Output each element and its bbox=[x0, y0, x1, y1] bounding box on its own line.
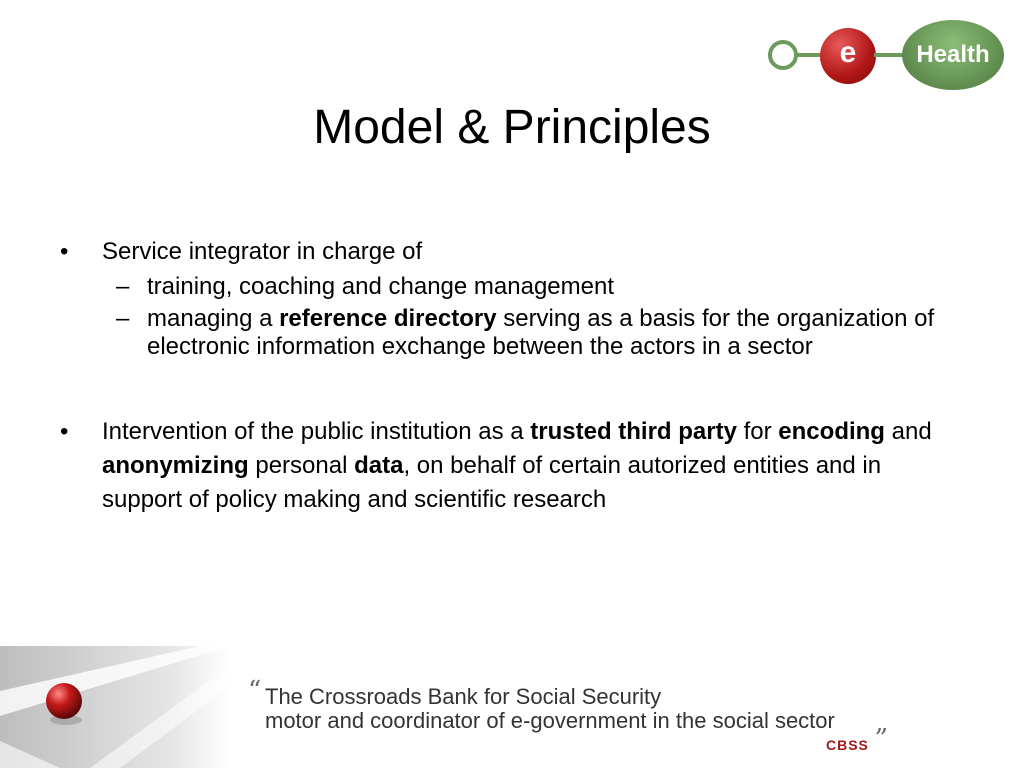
bullet-text: Service integrator in charge of bbox=[102, 238, 423, 265]
bullet-marker: • bbox=[60, 238, 69, 265]
cbss-brand: CBSS bbox=[826, 737, 869, 753]
bullet-bold-part: anonymizing bbox=[102, 452, 249, 479]
quote-close-mark: „ bbox=[875, 708, 889, 738]
sub-bullet-text-pre: managing a bbox=[147, 305, 280, 332]
slide-content bbox=[60, 235, 940, 517]
ehealth-logo bbox=[762, 18, 1010, 94]
bullet-bold-part: trusted third party bbox=[530, 418, 737, 445]
sub-bullet-item bbox=[60, 273, 940, 301]
sub-bullet-marker: – bbox=[116, 273, 130, 300]
bullet-text-part: , on behalf of certain autorized entities and in support of policy making and scientific research bbox=[102, 452, 882, 513]
bullet-text-part: and bbox=[884, 418, 932, 445]
slide-title: Model & Principles bbox=[313, 101, 711, 154]
bullet-item bbox=[60, 415, 940, 517]
sub-bullet-item bbox=[60, 305, 940, 361]
bullet-text-part: Intervention of the public institution as a bbox=[102, 418, 531, 445]
sub-bullet-text-post: serving as a basis for the organization of electronic information exchange between the actors in a sector bbox=[147, 305, 935, 360]
sub-bullet-text: training, coaching and change management bbox=[147, 273, 614, 300]
footer-quote-line1: The Crossroads Bank for Social Security bbox=[265, 684, 662, 709]
logo-health-pill: Health bbox=[902, 20, 1004, 90]
bullet-item bbox=[60, 235, 940, 269]
footer-graphic bbox=[0, 646, 300, 768]
logo-hollow-dot-icon bbox=[768, 40, 798, 70]
red-sphere-icon bbox=[46, 683, 82, 719]
bullet-bold-part: encoding bbox=[778, 418, 885, 445]
logo-e-circle: e bbox=[820, 28, 876, 84]
sub-bullet-bold: reference directory bbox=[279, 305, 497, 332]
bullet-bold-part: data bbox=[354, 452, 404, 479]
footer-quote-line2: motor and coordinator of e-government in the social sector bbox=[265, 708, 835, 733]
bullet-marker: • bbox=[60, 418, 69, 445]
bullet-text-part: for bbox=[736, 418, 779, 445]
quote-open-mark: “ bbox=[248, 676, 262, 706]
sub-bullet-marker: – bbox=[116, 305, 130, 332]
footer-banner bbox=[0, 646, 1024, 768]
bullet-text-part: personal bbox=[248, 452, 355, 479]
